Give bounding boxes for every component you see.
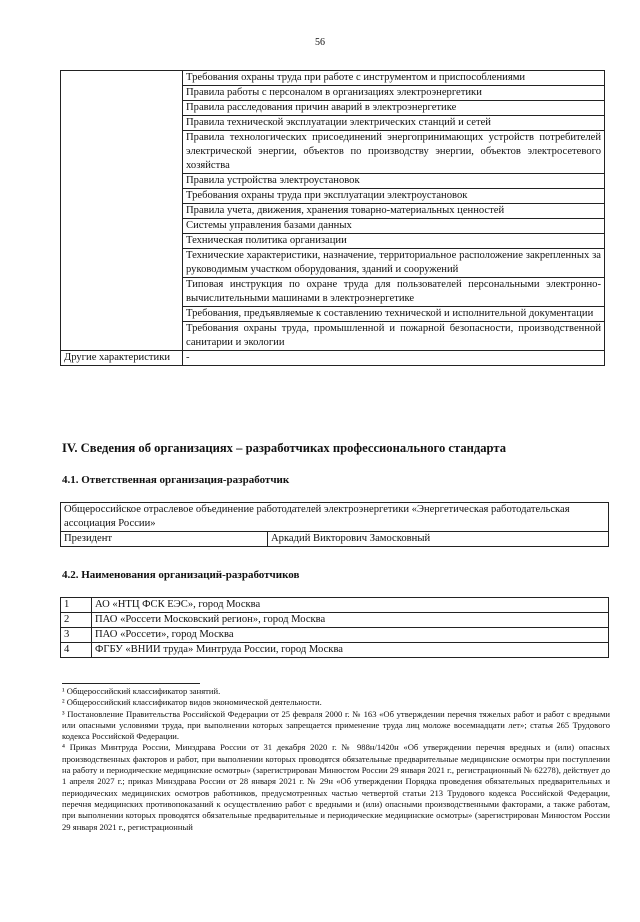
responsible-org-table [60,502,609,547]
knowledge-item: Требования охраны труда, промышленной и пожарной безопасности, производственной санитарии и экологии [183,322,605,351]
knowledge-item: Требования, предъявляемые к составлению технической и исполнительной документации [183,307,605,322]
section-title: IV. Сведения об организациях – разработчиках профессионального стандарта [62,441,507,455]
knowledge-table [60,70,605,366]
developer-number: 4 [61,643,92,658]
table-row [61,532,609,547]
footnotes [62,686,610,833]
footnote-divider [62,683,200,684]
knowledge-item: Правила расследования причин аварий в электроэнергетике [183,101,605,116]
table-row [61,503,609,532]
responsible-person: Аркадий Викторович Замосковный [268,532,609,547]
developer-number: 1 [61,598,92,613]
developers-table [60,597,609,658]
responsible-org-name: Общероссийское отраслевое объединение работодателей электроэнергетики «Энергетическая работодательская ассоциация России» [61,503,609,532]
footnote-3: ³ Постановление Правительства Российской Федерации от 25 февраля 2000 г. № 163 «Об утверждении перечня тяжелых работ и работ с вредными или опасными условиями труда, при выполнении которых запрещается применение труда лиц моложе восемнадцати лет»; статья 265 Трудового кодекса Российской Федерации. [62,708,610,742]
page-number: 56 [315,37,325,48]
table-row [61,613,609,628]
developers-body [61,598,609,658]
developer-name: ПАО «Россети», город Москва [92,628,609,643]
developer-name: ПАО «Россети Московский регион», город Москва [92,613,609,628]
other-characteristics-value: - [183,351,605,366]
table-row [61,598,609,613]
knowledge-item: Требования охраны труда при работе с инструментом и приспособлениями [183,71,605,86]
knowledge-item: Технические характеристики, назначение, территориальное расположение закрепленных за руководимым участком оборудования, зданий и сооружений [183,249,605,278]
responsible-position: Президент [61,532,268,547]
knowledge-item: Правила технической эксплуатации электрических станций и сетей [183,116,605,131]
responsible-org-body [61,503,609,547]
knowledge-item: Требования охраны труда при эксплуатации электроустановок [183,189,605,204]
other-characteristics-row [61,351,605,366]
developer-name: ФГБУ «ВНИИ труда» Минтруда России, город Москва [92,643,609,658]
knowledge-item: Типовая инструкция по охране труда для пользователей персональными электронно-вычислительными машинами в электроэнергетике [183,278,605,307]
knowledge-item: Правила учета, движения, хранения товарно-материальных ценностей [183,204,605,219]
knowledge-item: Системы управления базами данных [183,219,605,234]
developer-number: 2 [61,613,92,628]
knowledge-item: Техническая политика организации [183,234,605,249]
footnote-2: ² Общероссийский классификатор видов экономической деятельности. [62,697,322,708]
table-row [61,643,609,658]
knowledge-item: Правила работы с персоналом в организациях электроэнергетики [183,86,605,101]
developers-heading: 4.2. Наименования организаций-разработчиков [62,569,300,581]
footnote-4: ⁴ Приказ Минтруда России, Минздрава России от 31 декабря 2020 г. № 988н/1420н «Об утверждении перечня вредных и (или) опасных производственных факторов и работ, при выполнении которых проводятся обязательные предварительные медицинские осмотры при поступлении на работу и периодические медицинские осмотры» (зарегистрирован Минюстом России 29 января 2021 г., регистрационный № 62278), действует до 1 апреля 2027 г.; приказ Минздрава России от 28 января 2021 г. № 29н «Об утверждении Порядка проведения обязательных предварительных и периодических медицинских осмотров работников, предусмотренных частью четвертой статьи 213 Трудового кодекса Российской Федерации, перечня медицинских противопоказаний к осуществлению работ с вредными и (или) опасными производственными факторами, а также работам, при выполнении которых проводятся обязательные предварительные и периодические медицинские осмотры» (зарегистрирован Минюстом России 29 января 2021 г., регистрационный [62,742,610,832]
other-characteristics-label: Другие характеристики [61,351,183,366]
table-row [61,71,605,86]
knowledge-item: Правила технологических присоединений энергопринимающих устройств потребителей электрической энергии, объектов по производству энергии, объектов электросетевого хозяйства [183,131,605,174]
responsible-org-heading: 4.1. Ответственная организация-разработчик [62,474,290,486]
knowledge-item: Правила устройства электроустановок [183,174,605,189]
developer-name: АО «НТЦ ФСК ЕЭС», город Москва [92,598,609,613]
footnote-1: ¹ Общероссийский классификатор занятий. [62,686,221,696]
knowledge-table-body [61,71,605,366]
table-row [61,628,609,643]
developer-number: 3 [61,628,92,643]
knowledge-label-cell [61,71,183,351]
